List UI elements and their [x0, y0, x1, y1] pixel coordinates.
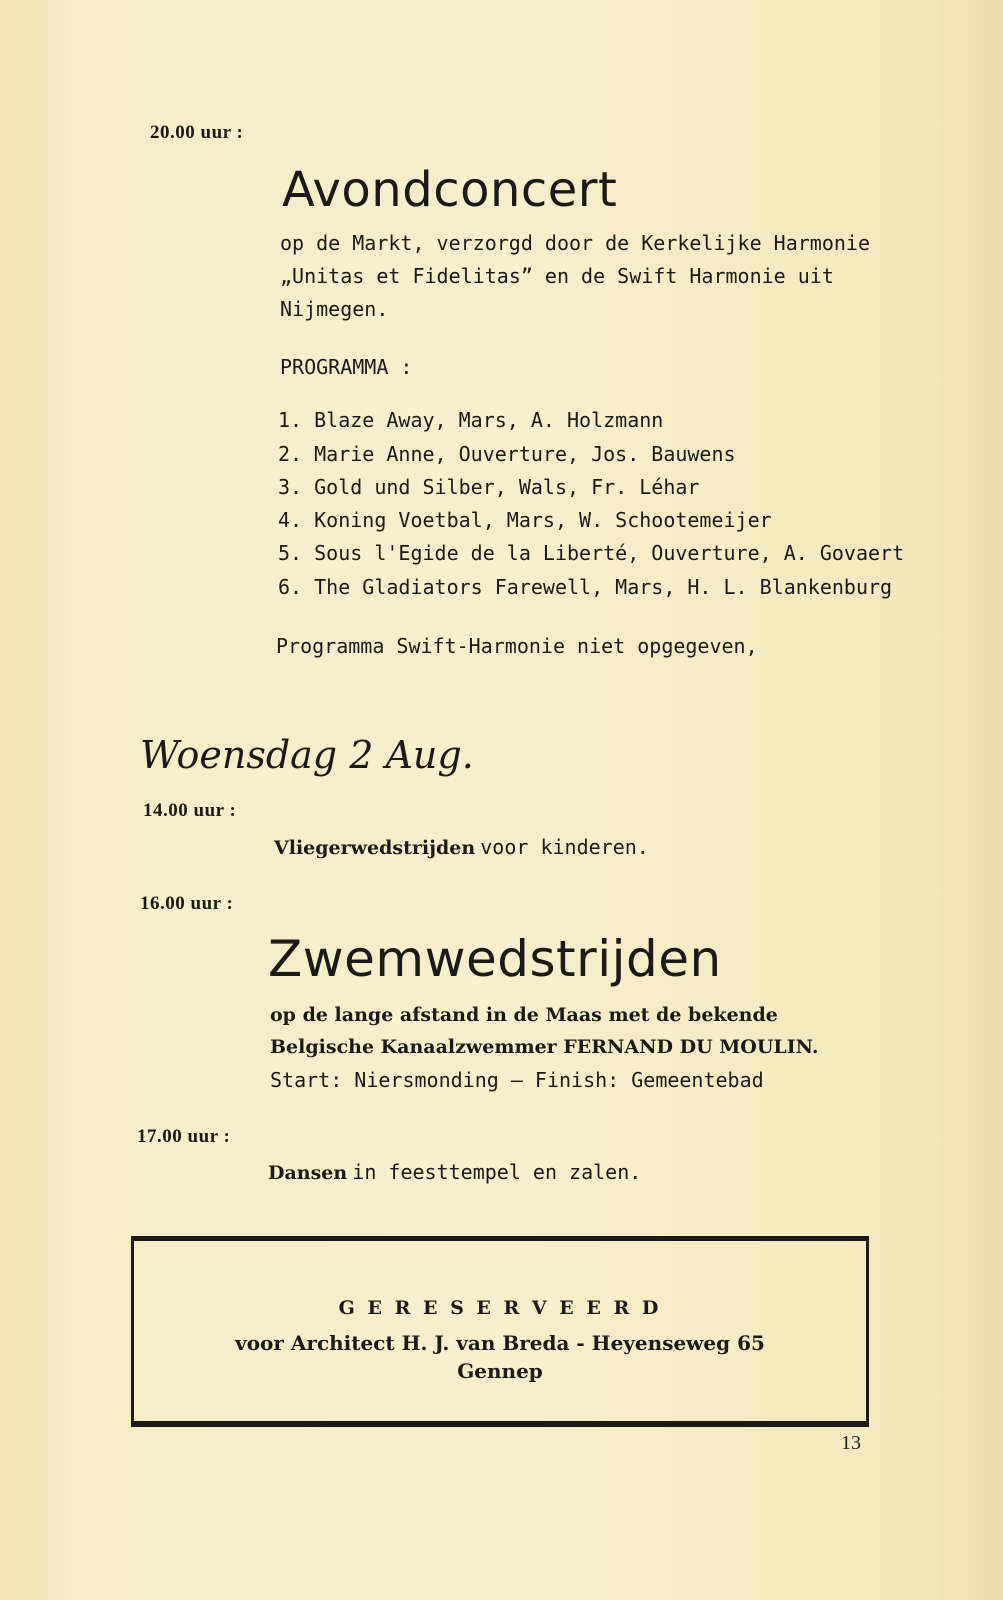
time-label: 16.00 uur : — [140, 893, 234, 914]
event-description-line: Belgische Kanaalzwemmer FERNAND DU MOULIN. — [270, 1036, 819, 1058]
event-description-line: „Unitas et Fidelitas” en de Swift Harmonie uit — [280, 264, 834, 288]
program-note: Programma Swift-Harmonie niet opgegeven, — [276, 634, 758, 658]
event-detail: voor kinderen. — [480, 835, 649, 859]
program-item: 2. Marie Anne, Ouverture, Jos. Bauwens — [278, 442, 736, 466]
time-label: 17.00 uur : — [137, 1126, 231, 1147]
program-item: 5. Sous l'Egide de la Liberté, Ouverture, A. Govaert — [278, 541, 905, 565]
reserved-architect: voor Architect H. J. van Breda - Heyenseweg 65 — [235, 1331, 765, 1355]
event-detail: in feesttempel en zalen. — [352, 1160, 642, 1184]
program-item: 6. The Gladiators Farewell, Mars, H. L. Blankenburg — [278, 575, 893, 599]
program-item: 3. Gold und Silber, Wals, Fr. Léhar — [278, 475, 700, 499]
reserved-ad-box — [131, 1236, 869, 1427]
program-item: 1. Blaze Away, Mars, A. Holzmann — [278, 408, 664, 432]
event-title: Avondconcert — [282, 162, 618, 218]
day-heading: Woensdag 2 Aug. — [140, 733, 474, 777]
event-name: Vliegerwedstrijden — [274, 837, 476, 859]
start-finish-line: Start: Niersmonding — Finish: Gemeentebad — [270, 1068, 764, 1092]
event-line — [268, 1160, 641, 1184]
event-title: Zwemwedstrijden — [268, 930, 722, 988]
time-label: 20.00 uur : — [150, 122, 244, 143]
page-number: 13 — [841, 1432, 861, 1454]
event-description-line: Nijmegen. — [280, 297, 389, 321]
event-name: Dansen — [268, 1162, 348, 1184]
time-label: 14.00 uur : — [143, 800, 237, 821]
reserved-town: Gennep — [457, 1359, 543, 1383]
event-line — [274, 835, 649, 859]
event-description-line: op de Markt, verzorgd door de Kerkelijke Harmonie — [280, 231, 871, 255]
program-item: 4. Koning Voetbal, Mars, W. Schootemeijer — [278, 508, 772, 532]
event-description-line: op de lange afstand in de Maas met de bekende — [270, 1004, 778, 1026]
reserved-heading: G E R E S E R V E E R D — [338, 1297, 662, 1319]
program-heading: PROGRAMMA : — [280, 355, 413, 379]
